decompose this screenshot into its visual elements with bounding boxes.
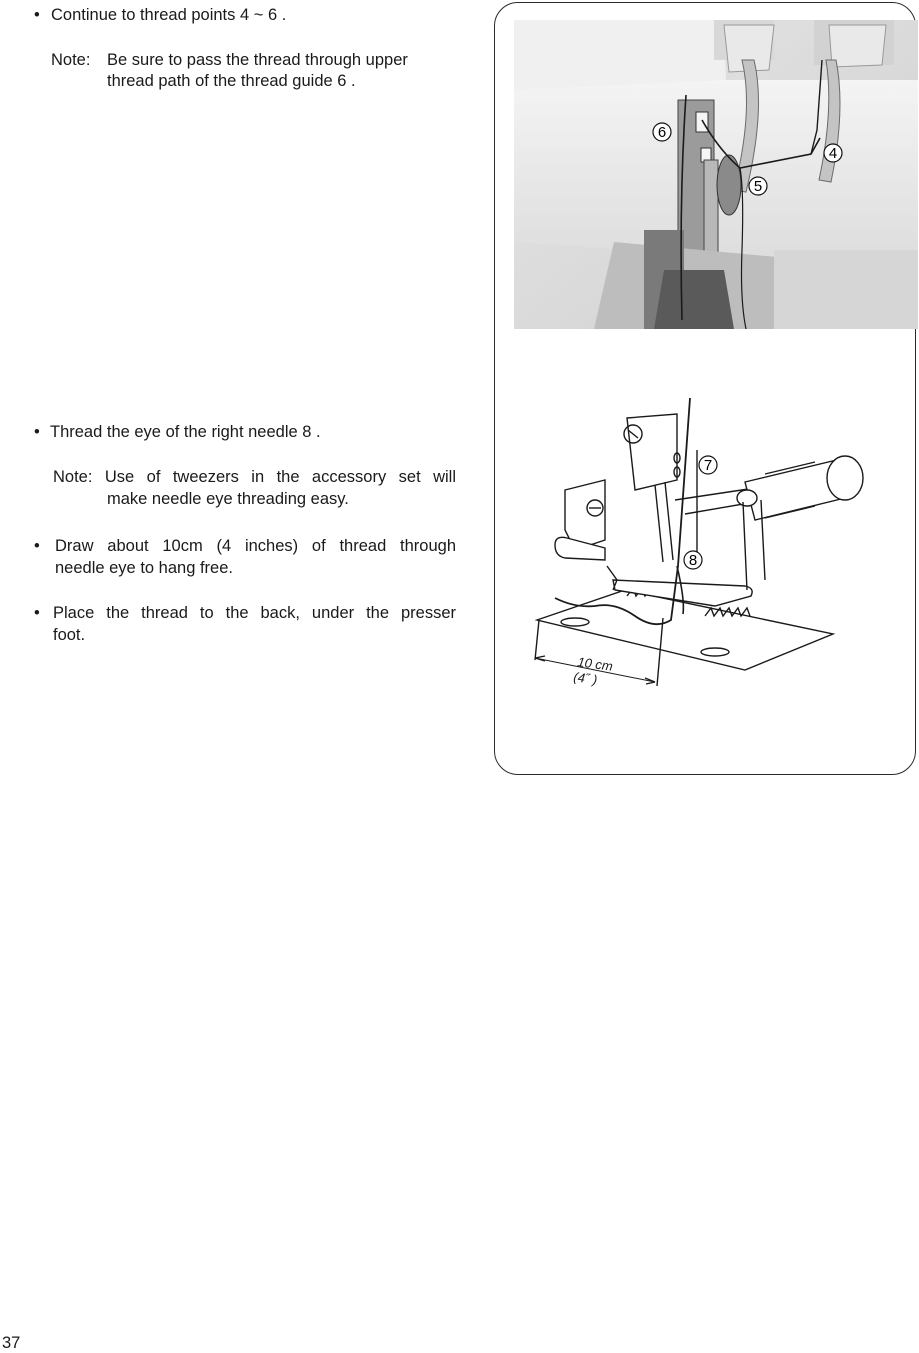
point-5-label: 5: [753, 178, 763, 195]
point-8-marker: [684, 551, 702, 569]
point-7-label: 7: [703, 457, 713, 474]
instruction-place-thread-line1: Place the thread to the back, under the presser: [53, 604, 456, 622]
instruction-continue-thread: Continue to thread points 4 ~ 6 .: [51, 6, 287, 24]
measure-cm-label: 10 cm: [576, 654, 614, 674]
bullet-1: •: [34, 6, 40, 24]
point-5-marker: [749, 177, 767, 195]
point-7-marker: [699, 456, 717, 474]
instruction-thread-needle: Thread the eye of the right needle 8 .: [50, 423, 321, 441]
note-label: Note:: [51, 51, 91, 69]
instruction-place-thread-line2: foot.: [53, 626, 86, 644]
point-8-label: 8: [688, 552, 698, 569]
note-tweezers-line1: Note: Use of tweezers in the accessory set will: [53, 468, 456, 486]
note-tweezers-line2: make needle eye threading easy.: [107, 490, 349, 508]
bullet-4: •: [34, 604, 40, 622]
needle-threading-drawing: [515, 390, 875, 700]
note-thread-guide-line2: thread path of the thread guide 6 .: [107, 72, 356, 90]
point-6-label: 6: [657, 124, 667, 141]
measure-inch-label: (4˝ ): [572, 669, 599, 688]
instruction-draw-thread-line1: Draw about 10cm (4 inches) of thread through: [55, 537, 456, 555]
bullet-2: •: [34, 423, 40, 441]
point-6-marker: [653, 123, 671, 141]
point-4-label: 4: [828, 145, 838, 162]
note-thread-guide-line1: Be sure to pass the thread through upper: [107, 51, 408, 69]
page-number: 37: [2, 1334, 21, 1352]
bullet-3: •: [34, 537, 40, 555]
point-4-marker: [824, 144, 842, 162]
instruction-draw-thread-line2: needle eye to hang free.: [55, 559, 233, 577]
thread-path-photo: [514, 20, 918, 329]
